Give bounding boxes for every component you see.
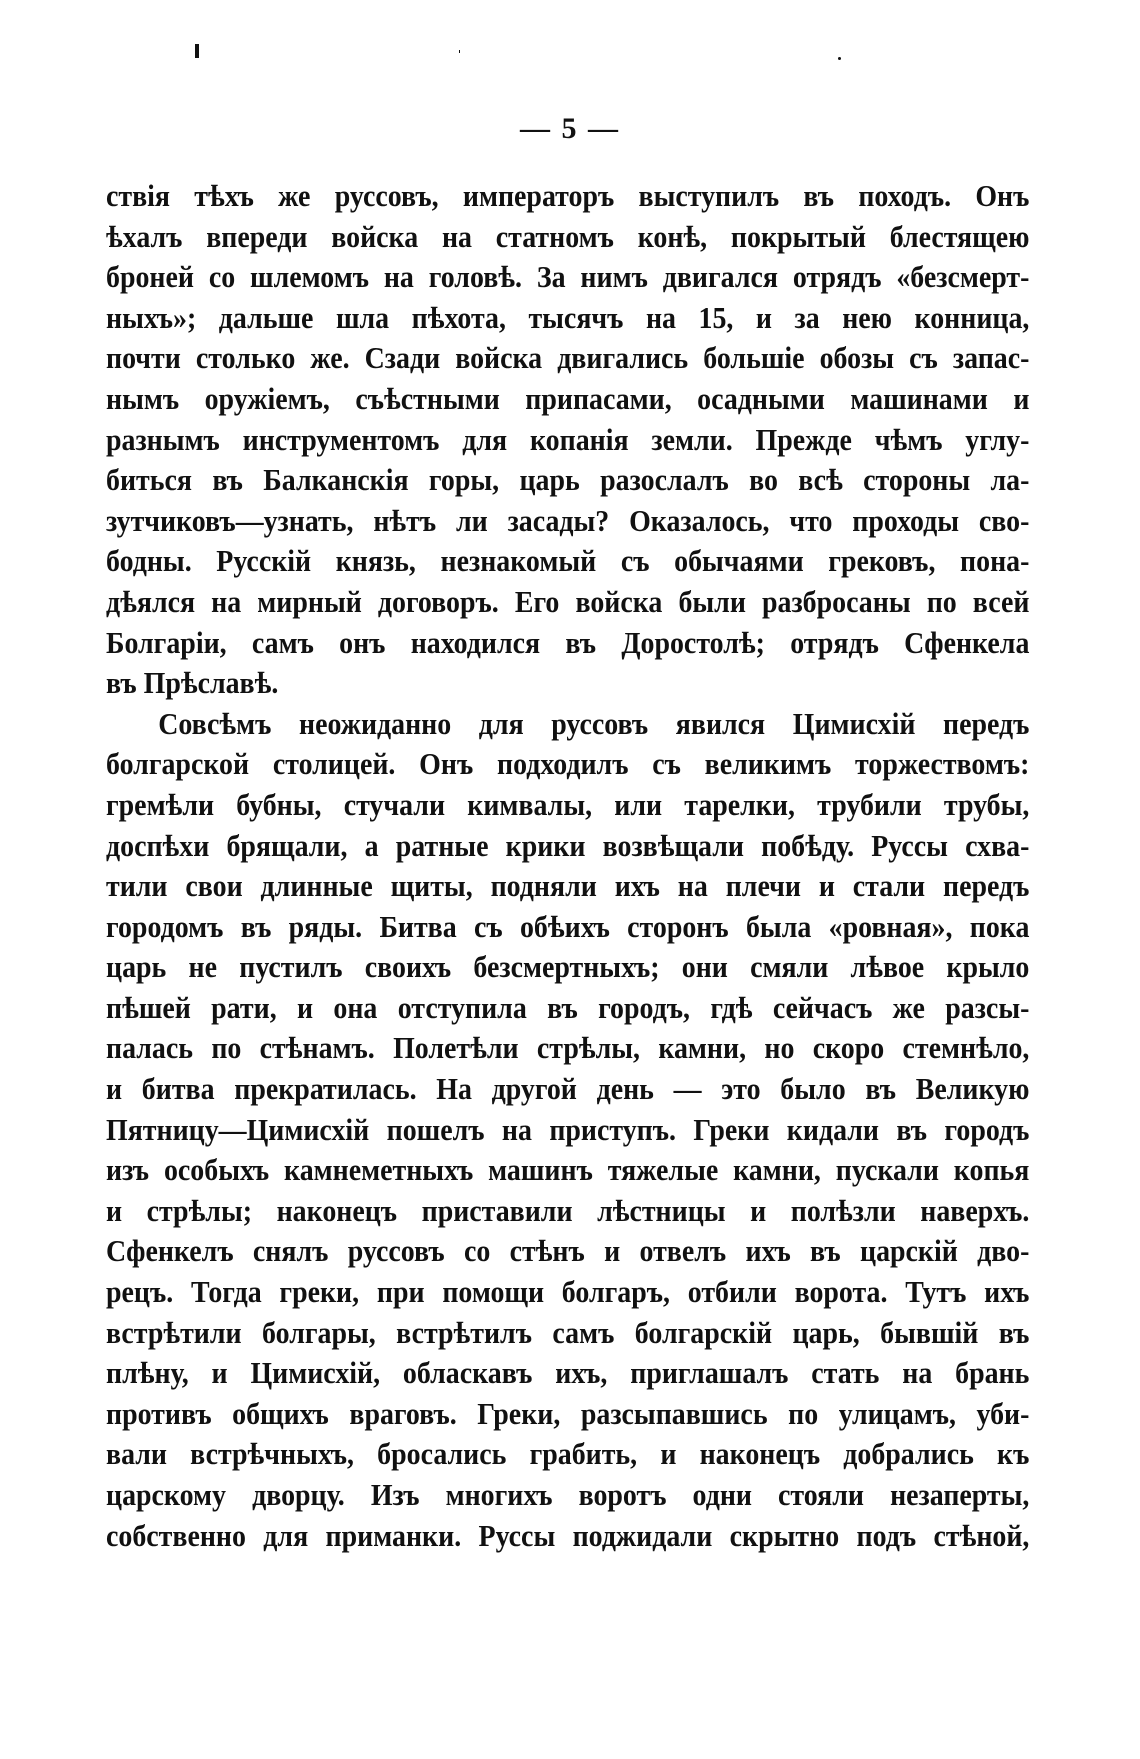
text-line: царь не пустилъ своихъ безсмертныхъ; они смяли лѣвое крыло xyxy=(106,949,1030,985)
text-line: и стрѣлы; наконецъ приставили лѣстницы и полѣзли наверхъ. xyxy=(106,1192,1030,1228)
text-line: и битва прекратилась. На другой день — это было въ Великую xyxy=(106,1071,1030,1107)
text-line: Сфенкелъ снялъ руссовъ со стѣнъ и отвелъ ихъ въ царскій дво- xyxy=(106,1233,1030,1269)
text-line: въ Прѣславѣ. xyxy=(106,665,279,701)
text-line: встрѣтили болгары, встрѣтилъ самъ болгарскій царь, бывшій въ xyxy=(106,1314,1030,1350)
text-line: Совсѣмъ неожиданно для руссовъ явился Цимисхій передъ xyxy=(158,705,1030,741)
text-line: Пятницу—Цимисхій пошелъ на приступъ. Греки кидали въ городъ xyxy=(106,1111,1030,1147)
print-speck xyxy=(838,57,841,60)
text-line: Болгаріи, самъ онъ находился въ Доростолѣ; отрядъ Сфенкела xyxy=(106,624,1030,660)
text-line: палась по стѣнамъ. Полетѣли стрѣлы, камни, но скоро стемнѣло, xyxy=(106,1030,1030,1066)
text-line: царскому дворцу. Изъ многихъ воротъ одни стояли незаперты, xyxy=(106,1477,1030,1512)
text-line: городомъ въ ряды. Битва съ обѣихъ сторонъ была «ровная», пока xyxy=(106,908,1030,944)
text-line: нымъ оружіемъ, съѣстными припасами, осадными машинами и xyxy=(106,380,1030,416)
text-line: разнымъ инструментомъ для копанія земли. Прежде чѣмъ углу- xyxy=(106,421,1030,457)
text-line: броней со шлемомъ на головѣ. За нимъ двигался отрядъ «безсмерт- xyxy=(106,259,1030,295)
text-line: доспѣхи брящали, а ратные крики возвѣщали побѣду. Руссы схва- xyxy=(106,827,1030,863)
text-line: ѣхалъ впереди войска на статномъ конѣ, покрытый блестящею xyxy=(106,218,1030,254)
body-text xyxy=(106,176,1030,1556)
text-line: зутчиковъ—узнать, нѣтъ ли засады? Оказалось, что проходы сво- xyxy=(106,502,1030,538)
text-line: бодны. Русскій князь, незнакомый съ обычаями грековъ, пона- xyxy=(106,543,1030,579)
text-line: почти столько же. Сзади войска двигались большіе обозы съ запас- xyxy=(106,340,1030,376)
text-line: противъ общихъ враговъ. Греки, разсыпавшись по улицамъ, уби- xyxy=(106,1395,1030,1431)
text-line: гремѣли бубны, стучали кимвалы, или тарелки, трубили трубы, xyxy=(106,786,1030,822)
text-line: тили свои длинные щиты, подняли ихъ на плечи и стали передъ xyxy=(106,868,1030,904)
page-number: — 5 — xyxy=(520,112,620,145)
text-line: собственно для приманки. Руссы поджидали скрытно подъ стѣной, xyxy=(106,1517,1030,1553)
text-line: ствія тѣхъ же руссовъ, императоръ выступилъ въ походъ. Онъ xyxy=(106,178,1030,213)
text-line: биться въ Балканскія горы, царь разослалъ во всѣ стороны ла- xyxy=(106,462,1030,498)
text-line: плѣну, и Цимисхій, обласкавъ ихъ, приглашалъ стать на брань xyxy=(106,1355,1030,1391)
text-line: вали встрѣчныхъ, бросались грабить, и наконецъ добрались къ xyxy=(106,1436,1030,1472)
print-speck xyxy=(459,50,460,53)
print-speck xyxy=(195,44,199,58)
text-line: изъ особыхъ камнеметныхъ машинъ тяжелые камни, пускали копья xyxy=(106,1152,1030,1188)
text-line: ныхъ»; дальше шла пѣхота, тысячъ на 15, и за нею конница, xyxy=(106,299,1030,335)
text-line: пѣшей рати, и она отступила въ городъ, гдѣ сейчасъ же разсы- xyxy=(106,989,1030,1025)
text-line: болгарской столицей. Онъ подходилъ съ великимъ торжествомъ: xyxy=(106,746,1030,782)
text-line: дѣялся на мирный договоръ. Его войска были разбросаны по всей xyxy=(106,583,1030,619)
text-line: рецъ. Тогда греки, при помощи болгаръ, отбили ворота. Тутъ ихъ xyxy=(106,1274,1030,1310)
